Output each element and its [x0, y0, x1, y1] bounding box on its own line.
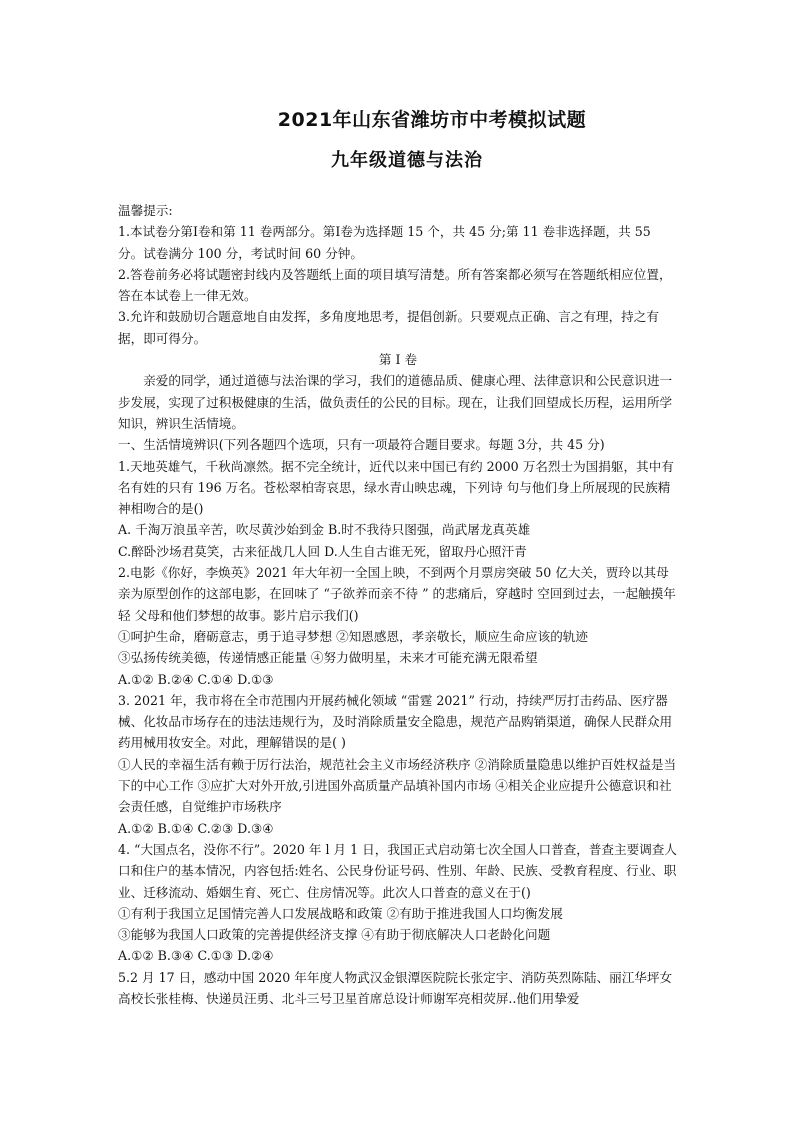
question-3-choices: ①人民的幸福生活有赖于厉行法治，规范社会主义市场经济秩序 ②消除质量隐患以维护百姓权益是当下的中心工作 ③应扩大对外开放,引进国外高质量产品填补国内市场 ④相关企业应提升公德意识和社会责任感，自觉维护市场秩序 [118, 756, 677, 815]
exam-title: 2021年山东省潍坊市中考模拟试题 [277, 109, 587, 131]
notice-item-2: 2.答卷前务必将试题密封线内及答题纸上面的项目填写清楚。所有答案都必须写在答题纸相应位置，答在本试卷上一律无效。 [118, 266, 672, 304]
question-4-choices-row-2: ③能够为我国人口政策的完善提供经济支撑 ④有助于彻底解决人口老龄化问题 [118, 927, 551, 943]
question-2-answers: A.①② B.②④ C.①④ D.①③ [118, 671, 274, 687]
question-2-stem: 2.电影《你好，李焕英》2021 年大年初一全国上映，不到两个月票房突破 50 亿大关，贾玲以其母亲为原型创作的这部电影，在回味了 “子欲养而亲不待 ” 的悲痛后，穿越时 空回到过去，一起触摸年轻 父母和他们梦想的故事。影片启示我们() [118, 565, 676, 623]
intro-paragraph: 亲爱的同学，通过道德与法治课的学习，我们的道德品质、健康心理、法律意识和公民意识进一步发展，实现了过积极健康的生活，做负责任的公民的目标。现在，让我们回望成长历程，运用所学知识，辨识生活情境。 [118, 373, 673, 431]
question-2-choices-row-2: ③弘扬传统美德，传递情感正能量 ④努力做明星，未来才可能充满无限希望 [118, 650, 538, 666]
notice-item-3: 3.允许和鼓励切合题意地自由发挥，多角度地思考，提倡创新。只要观点正确、言之有理，持之有据，即可得分。 [118, 309, 659, 346]
question-5-stem: 5.2 月 17 日，感动中国 2020 年年度人物武汉金银潭医院院长张定宇、消防英烈陈陆、丽江华坪女高校长张桂梅、快递员汪勇、北斗三号卫星首席总设计师谢军亮相荧屏..他们用挚爱 [118, 969, 673, 1006]
question-1-options-row-1: A. 千淘万浪虽辛苦，吹尽黄沙始到金 B.时不我待只图强，尚武屠龙真英雄 [118, 522, 531, 538]
exam-body [118, 200, 678, 1009]
question-1-options-row-2: C.醉卧沙场君莫笑，古来征战几人回 D.人生自古谁无死，留取丹心照汗青 [118, 543, 527, 559]
question-2-choices-row-1: ①呵护生命，磨砺意志，勇于追寻梦想 ②知恩感恩，孝亲敬长，顺应生命应该的轨迹 [118, 628, 588, 644]
question-3-stem: 3. 2021 年，我市将在全市范围内开展药械化领域 “雷霆 2021” 行动，持续严厉打击药品、医疗器械、化妆品市场存在的违法违规行为，及时消除质量安全隐患，规范产品购销渠道，确保人民群众用药用械用妆安全。对此，理解错误的是( ) [118, 692, 673, 751]
question-4-answers: A.①② B.③④ C.①③ D.②④ [118, 948, 274, 964]
notice-heading: 温馨提示: [118, 203, 173, 218]
question-1-stem: 1.天地英雄气，千秋尚凛然。据不完全统计，近代以来中国已有约 2000 万名烈士为国捐躯，其中有名有姓的只有 196 万名。苍松翠柏寄哀思，绿水青山映忠魂，下列诗 句与他们身上所展现的民族精神相吻合的是() [118, 458, 674, 517]
section-title: 第 I 卷 [378, 352, 418, 368]
question-4-stem: 4. “大国点名，没你不行”。2020 年 l 月 1 日，我国正式启动第七次全国人口普查，普查主要调查人口和住户的基本情况，内容包括:姓名、公民身份证号码、性别、年龄、民族、受教育程度、行业、职业、迁移流动、婚姻生育、死亡、住房情况等。此次人口普查的意义在于() [118, 841, 677, 900]
part-heading: 一、生活情境辨识(下列各题四个选项，只有一项最符合题目要求。每题 3分，共 45 分) [118, 437, 605, 453]
notice-item-1: 1.本试卷分第Ⅰ卷和第 11 卷两部分。第Ⅰ卷为选择题 15 个，共 45 分;第 11 卷非选择题，共 55 分。试卷满分 100 分，考试时间 60 分钟。 [118, 224, 651, 261]
question-3-answers: A.①② B.①④ C.②③ D.③④ [118, 820, 274, 836]
question-4-choices-row-1: ①有利于我国立足国情完善人口发展战略和政策 ②有助于推进我国人口均衡发展 [118, 905, 563, 921]
exam-subtitle: 九年级道德与法治 [331, 150, 483, 171]
